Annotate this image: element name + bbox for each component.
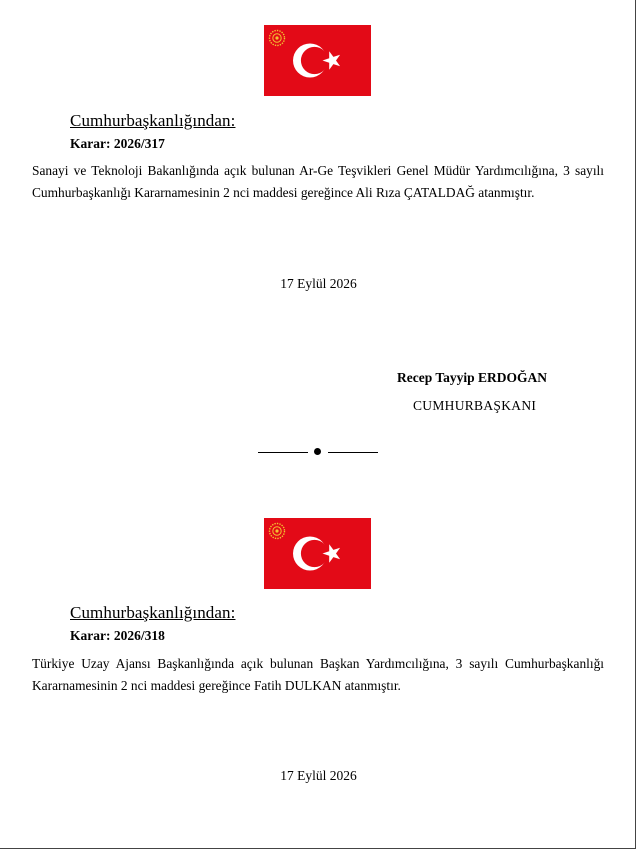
section-separator (258, 446, 379, 458)
presidential-seal-icon (268, 29, 286, 47)
decision-number: Karar: 2026/318 (70, 628, 165, 643)
separator-dot (314, 448, 321, 455)
heading: Cumhurbaşkanlığından: (70, 111, 236, 130)
separator-line-left (258, 452, 308, 453)
turkish-flag-icon (264, 25, 371, 96)
decision-number: Karar: 2026/317 (70, 136, 165, 151)
decree-date: 17 Eylül 2026 (280, 276, 357, 291)
decree-text: Sanayi ve Teknoloji Bakanlığında açık bulunan Ar-Ge Teşvikleri Genel Müdür Yardımcılığına, 3 sayılı Cumhurbaşkanlığı Kararnamesinin 2 nci maddesi gereğince Ali Rıza ÇATALDAĞ atanmıştır. (32, 163, 604, 200)
signatory-name: Recep Tayyip ERDOĞAN (397, 370, 548, 385)
heading: Cumhurbaşkanlığından: (70, 603, 236, 622)
presidential-seal-icon (268, 522, 286, 540)
signatory-title: CUMHURBAŞKANI (413, 398, 537, 413)
decree-text: Türkiye Uzay Ajansı Başkanlığında açık bulunan Başkan Yardımcılığına, 3 sayılı Cumhurbaşkanlığı Kararnamesinin 2 nci maddesi gereğince Fatih DULKAN atanmıştır. (32, 656, 604, 693)
separator-line-right (328, 452, 378, 453)
decree-date: 17 Eylül 2026 (280, 768, 357, 783)
turkish-flag-icon (264, 518, 371, 589)
